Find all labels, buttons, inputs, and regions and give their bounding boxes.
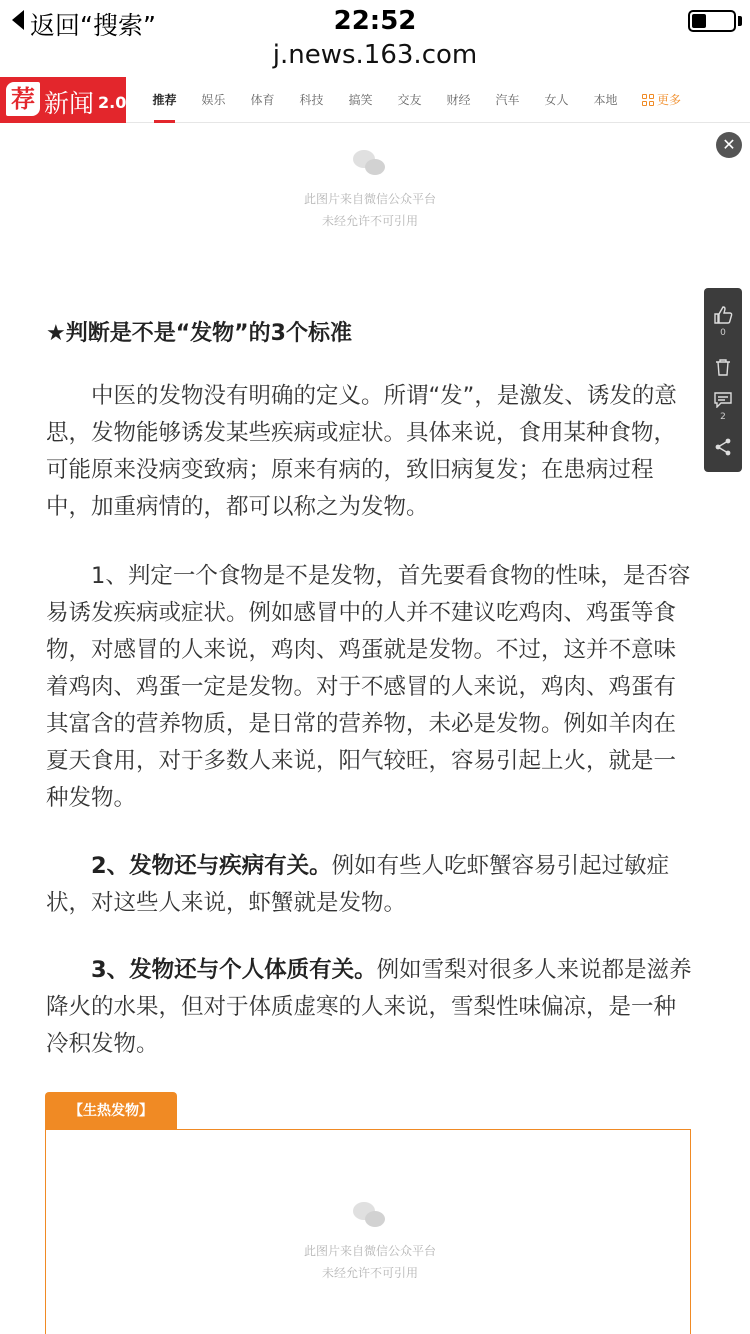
paragraph-criterion-1: 1、判定一个食物是不是发物，首先要看食物的性味，是否容易诱发疾病或症状。例如感冒中的人并不建议吃鸡肉、鸡蛋等食物，对感冒的人来说，鸡肉、鸡蛋就是发物。不过，这并不意味着鸡肉、鸡蛋一定是发物。对于不感冒的人来说，鸡肉、鸡蛋有其富含的营养物质，是日常的营养物，未必是发物。例如羊肉在夏天食用，对于多数人来说，阳气较旺，容易引起上火，就是一种发物。 [46,563,691,811]
image-notice-line2: 未经允许不可引用 [321,214,418,228]
side-toolbar [704,288,742,472]
wechat-icon [353,1202,387,1228]
address-bar-url[interactable]: j.news.163.com [272,40,478,70]
like-button[interactable] [704,306,742,338]
tab-funny[interactable]: 搞笑 [348,93,373,107]
thumbs-up-icon [713,306,733,324]
like-count: 0 [720,328,726,338]
share-button[interactable] [704,438,742,460]
tab-dating[interactable]: 交友 [397,93,422,107]
image-notice-line1: 此图片来自微信公众平台 [303,192,436,206]
battery-tip [738,16,742,26]
logo-text: 新闻 [44,89,95,118]
back-to-search-link[interactable]: 返回“搜索” [30,11,156,40]
tab-women[interactable]: 女人 [544,93,569,107]
share-icon [714,438,732,456]
tab-finance[interactable]: 财经 [446,93,471,107]
image-placeholder-top [46,150,694,232]
image-notice-line2: 未经允许不可引用 [321,1266,418,1280]
trash-icon [715,358,731,376]
tab-auto[interactable]: 汽车 [495,93,520,107]
more-label: 更多 [657,93,682,107]
status-time: 22:52 [333,6,417,36]
comment-button[interactable] [704,392,742,422]
news-logo[interactable] [0,77,126,123]
tab-recommend[interactable]: 推荐 [140,77,189,123]
criterion-3-title: 3、发物还与个人体质有关。 [91,957,377,983]
tab-entertainment[interactable]: 娱乐 [201,93,226,107]
tab-local[interactable]: 本地 [593,93,618,107]
tab-tech[interactable]: 科技 [299,93,324,107]
criterion-3-text: 例如雪梨对很多人来说都是滋养降火的水果，但对于体质虚寒的人来说，雪梨性味偏凉，是一种冷积发物。 [46,957,692,1057]
logo-mark: 荐 [6,82,40,116]
section-tag: 【生热发物】 [45,1092,177,1130]
battery-icon [688,10,736,32]
dislike-button[interactable] [704,358,742,380]
section-heading: ★判断是不是“发物”的3个标准 [46,321,352,346]
paragraph-criterion-3 [46,952,694,1063]
top-nav [0,77,750,123]
status-bar [0,0,750,40]
channel-tabs [140,77,630,123]
paragraph-definition: 中医的发物没有明确的定义。所谓“发”，是激发、诱发的意思，发物能够诱发某些疾病或症状。具体来说，食用某种食物，可能原来没病变致病；原来有病的，致旧病复发；在患病过程中，加重病情的，都可以称之为发物。 [46,383,677,520]
comment-count: 2 [720,412,726,422]
tab-sports[interactable]: 体育 [250,93,275,107]
image-notice-line1: 此图片来自微信公众平台 [303,1244,436,1258]
comment-icon [714,392,732,408]
criterion-2-title: 2、发物还与疾病有关。 [91,853,332,879]
close-icon[interactable]: ✕ [716,132,742,158]
image-placeholder-bottom [46,1202,694,1284]
wechat-icon [353,150,387,176]
logo-version: 2.0 [98,93,127,112]
paragraph-criterion-2 [46,848,694,922]
criterion-2-text: 例如有些人吃虾蟹容易引起过敏症状，对这些人来说，虾蟹就是发物。 [46,853,670,916]
grid-icon [642,94,654,106]
more-channels-button[interactable] [642,77,681,123]
